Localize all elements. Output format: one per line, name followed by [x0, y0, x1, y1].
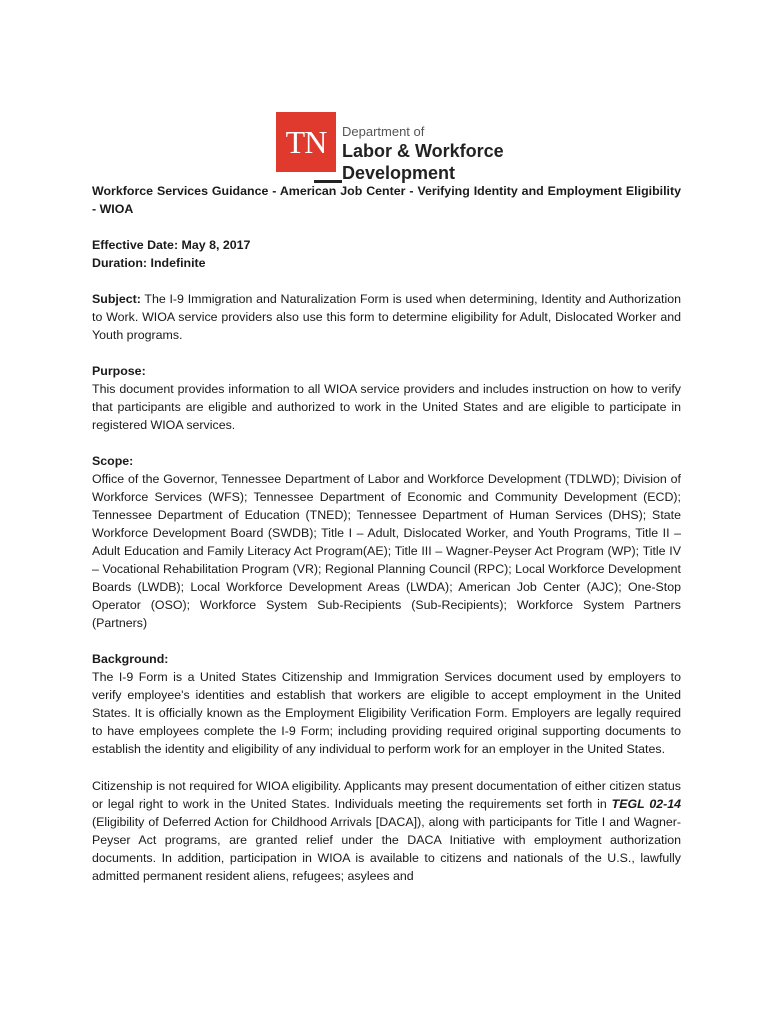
tn-labor-logo: [276, 112, 506, 184]
subject-paragraph: [92, 290, 681, 344]
duration: Duration: Indefinite: [92, 256, 206, 270]
tegl-reference: TEGL 02-14: [611, 797, 682, 811]
scope-heading: Scope:: [92, 454, 134, 468]
document-title: Workforce Services Guidance - American Job Center - Verifying Identity and Employment Eligibility - WIOA: [92, 184, 681, 216]
background-section: [92, 650, 681, 885]
scope-section: [92, 452, 681, 632]
subject-text: The I-9 Immigration and Naturalization Form is used when determining, Identity and Authorization to Work. WIOA service providers also use this form to determine eligibility for Adult, Dislocated Worker and Youth programs.: [92, 292, 681, 342]
tn-logo-mark: TN: [276, 112, 336, 172]
scope-text: Office of the Governor, Tennessee Department of Labor and Workforce Development (TDLWD); Division of Workforce Services (WFS); Tennessee Department of Economic and Community Development (ECD); Tennessee Department of Education (TNED); Tennessee Department of Human Services (DHS); State Workforce Development Board (SWDB); Title I – Adult, Dislocated Worker, and Youth Programs, Title II – Adult Education and Family Literacy Act Program(AE); Title III – Wagner-Peyser Act Program (WP); Title IV – Vocational Rehabilitation Program (VR); Regional Planning Council (RPC); Local Workforce Development Boards (LWDB); Local Workforce Development Areas (LWDA); American Job Center (AJC); One-Stop Operator (OSO); Workforce System Sub-Recipients (Sub-Recipients); Workforce System Partners (Partners): [92, 472, 681, 630]
logo-department-of: Department of: [342, 124, 425, 139]
background-paragraph-2-start: Citizenship is not required for WIOA eligibility. Applicants may present documentation of either citizen status or legal right to work in the United States. Individuals meeting the requirements set forth in: [92, 779, 681, 811]
purpose-section: [92, 362, 681, 434]
purpose-text: This document provides information to all WIOA service providers and includes instruction on how to verify that participants are eligible and authorized to work in the United States and are eligible to participate in registered WIOA services.: [92, 382, 681, 432]
subject-label: Subject:: [92, 292, 141, 306]
logo-labor-workforce: Labor & Workforce: [342, 141, 504, 161]
background-paragraph-1: The I-9 Form is a United States Citizenship and Immigration Services document used by employers to verify employee's identities and establish that workers are eligible to accept employment in the United States. It is officially known as the Employment Eligibility Verification Form. Employers are legally required to have employees complete the I-9 Form; including providing required original supporting documents to establish the identity and eligibility of any individual to perform work for an employer in the United States.: [92, 670, 681, 756]
purpose-heading: Purpose:: [92, 364, 146, 378]
document-body: [92, 182, 681, 885]
background-paragraph-2: [92, 777, 681, 885]
background-paragraph-2-end: (Eligibility of Deferred Action for Childhood Arrivals [DACA]), along with participants for Title I and Wagner-Peyser Act programs, are granted relief under the DACA Initiative with employment authorization documents. In addition, participation in WIOA is available to citizens and nationals of the U.S., lawfully admitted permanent resident aliens, refugees; asylees and: [92, 815, 681, 883]
background-heading: Background:: [92, 652, 169, 666]
logo-development: Development: [342, 163, 456, 183]
dates-block: [92, 236, 681, 272]
effective-date: Effective Date: May 8, 2017: [92, 238, 251, 252]
